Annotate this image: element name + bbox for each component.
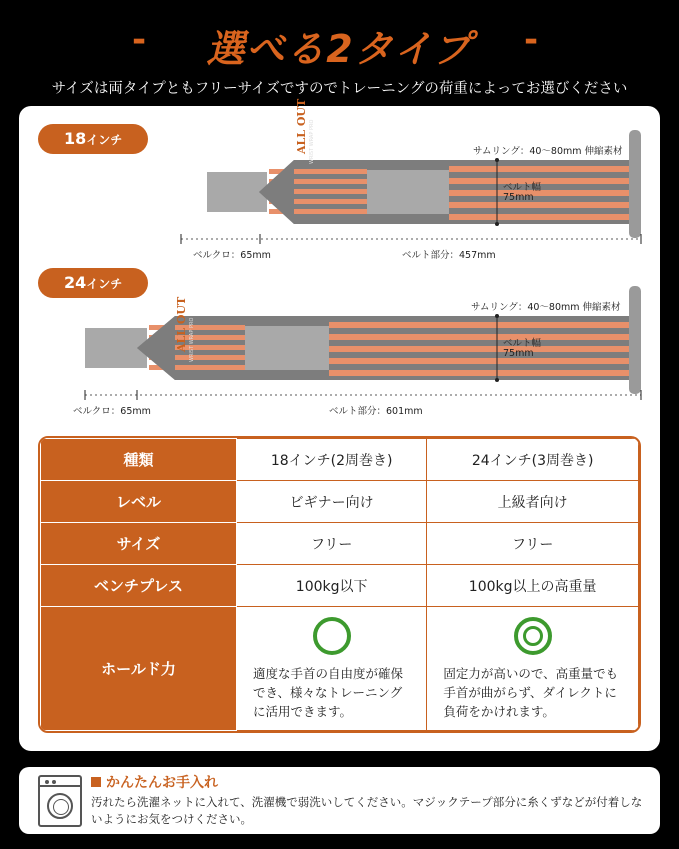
wrap-24-velcro-label: ベルクロ：65mm xyxy=(73,406,151,417)
cell-18-level: ビギナー向け xyxy=(237,481,427,523)
pill-18-number: 18 xyxy=(64,129,87,148)
cell-18-bench: 100kg以下 xyxy=(237,565,427,607)
row-head-bench: ベンチプレス xyxy=(41,565,237,607)
table-row xyxy=(41,481,639,523)
wrap-18-belt-label: ベルト部分：457mm xyxy=(402,250,496,261)
cell-24-type: 24インチ(3周巻き) xyxy=(427,439,639,481)
wrap-24-brand: ALL OUT xyxy=(175,296,188,352)
wrap-24-label-patch xyxy=(245,326,329,370)
wrap-18-velcro xyxy=(207,172,267,212)
cell-18-size: フリー xyxy=(237,523,427,565)
pill-18-unit: インチ xyxy=(86,133,123,147)
wrap-18-label-patch xyxy=(367,170,449,214)
table-row xyxy=(41,607,639,731)
cell-24-hold-text: 固定力が高いので、高重量でも手首が曲がらず、ダイレクトに負荷をかけれます。 xyxy=(443,666,619,719)
wrap-24-belt-label: ベルト部分：601mm xyxy=(329,406,423,417)
wrap-18-velcro-label: ベルクロ：65mm xyxy=(193,250,271,261)
wrap-24-thumb-loop xyxy=(629,286,641,394)
title-dash-right: - xyxy=(524,20,539,60)
page-title xyxy=(0,18,679,72)
washing-machine-icon xyxy=(38,775,82,827)
cell-18-hold xyxy=(237,607,427,731)
table-row xyxy=(41,523,639,565)
subtitle: サイズは両タイプともフリーサイズですのでトレーニングの荷重によってお選びください xyxy=(51,81,628,97)
spec-table xyxy=(38,436,641,733)
row-head-level: レベル xyxy=(41,481,237,523)
title-dash-left: - xyxy=(132,20,147,60)
title-text: 選べる2タイプ xyxy=(206,27,473,71)
single-circle-icon xyxy=(313,617,351,655)
wrap-18-thumb-label: サムリング：40〜80mm 伸縮素材 xyxy=(473,146,623,157)
care-title: かんたんお手入れ xyxy=(106,775,218,791)
wrap-18-width-label: ベルト幅 xyxy=(503,182,542,193)
pill-24-unit: インチ xyxy=(86,277,123,291)
double-circle-icon xyxy=(514,617,552,655)
row-head-size: サイズ xyxy=(41,523,237,565)
wrap-18-width-value: 75mm xyxy=(503,192,534,203)
square-bullet-icon xyxy=(91,777,101,787)
cell-18-hold-text: 適度な手首の自由度が確保でき、様々なトレーニングに活用できます。 xyxy=(253,666,404,719)
wrap-18-brand-sub: WRIST WRAP PRO xyxy=(309,119,315,164)
table-row xyxy=(41,565,639,607)
cell-24-hold xyxy=(427,607,639,731)
care-section xyxy=(19,767,660,834)
wrap-18-brand: ALL OUT xyxy=(295,98,308,154)
wrap-24-width-label: ベルト幅 xyxy=(503,338,542,349)
wrap-18-thumb-loop xyxy=(629,130,641,238)
cell-24-level: 上級者向け xyxy=(427,481,639,523)
pill-24-number: 24 xyxy=(64,273,87,292)
table-row xyxy=(41,439,639,481)
wrap-24-width-value: 75mm xyxy=(503,348,534,359)
cell-24-size: フリー xyxy=(427,523,639,565)
cell-18-type: 18インチ(2周巻き) xyxy=(237,439,427,481)
cell-24-bench: 100kg以上の高重量 xyxy=(427,565,639,607)
wrap-24-thumb-label: サムリング：40〜80mm 伸縮素材 xyxy=(471,302,621,313)
row-head-type: 種類 xyxy=(41,439,237,481)
wrap-24-brand-sub: WRIST WRAP PRO xyxy=(189,317,195,362)
care-text: 汚れたら洗濯ネットに入れて、洗濯機で弱洗いしてください。マジックテープ部分に糸くずなどが付着しないようにお気をつけください。 xyxy=(91,795,643,826)
care-heading xyxy=(91,772,218,792)
row-head-hold: ホールド力 xyxy=(41,607,237,731)
